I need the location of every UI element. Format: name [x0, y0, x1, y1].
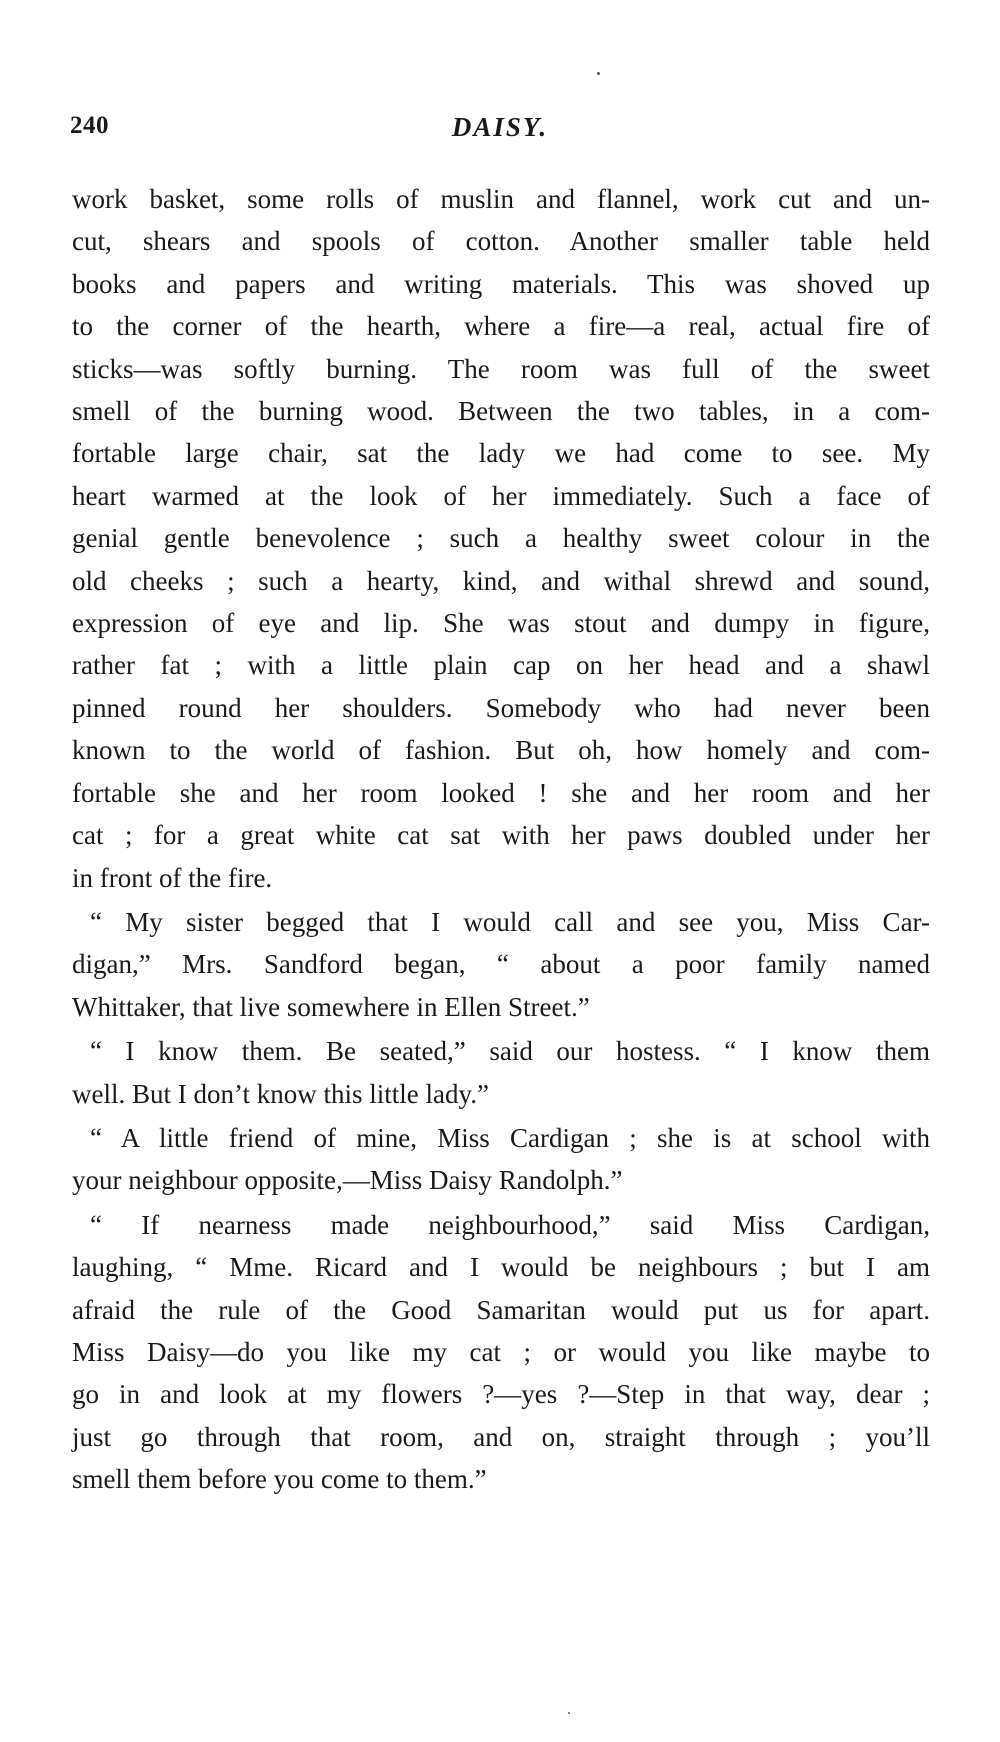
running-title: DAISY.	[451, 112, 549, 142]
text-line: work basket, some rolls of muslin and flannel, work cut and un-	[72, 184, 930, 214]
text-line: genial gentle benevolence ; such a healthy sweet colour in the	[72, 523, 930, 554]
text-line: to the corner of the hearth, where a fire—a real, actual fire of	[72, 311, 930, 342]
paragraph	[72, 1204, 930, 1501]
print-speck	[568, 1712, 570, 1714]
text-line: well. But I don’t know this little lady.”	[72, 1078, 489, 1109]
paragraph	[72, 178, 930, 899]
text-line: in front of the fire.	[72, 862, 273, 893]
text-line: expression of eye and lip. She was stout and dumpy in figure,	[72, 608, 930, 639]
text-line: just go through that room, and on, straight through ; you’ll	[72, 1421, 930, 1452]
text-line: fortable large chair, sat the lady we had come to see. My	[72, 438, 930, 469]
paragraph	[72, 1030, 930, 1115]
text-line: Miss Daisy—do you like my cat ; or would you like maybe to	[72, 1336, 930, 1367]
text-line: pinned round her shoulders. Somebody who had never been	[72, 692, 930, 723]
paragraph	[72, 901, 930, 1028]
text-line: “ A little friend of mine, Miss Cardigan ; she is at school with	[90, 1122, 930, 1153]
text-line: “ I know them. Be seated,” said our hostess. “ I know them	[90, 1036, 930, 1067]
page-number: 240	[70, 112, 109, 139]
text-line: rather fat ; with a little plain cap on her head and a shawl	[72, 650, 930, 681]
text-line: heart warmed at the look of her immediately. Such a face of	[72, 480, 930, 511]
text-line: cut, shears and spools of cotton. Another smaller table held	[72, 226, 930, 257]
text-line: smell of the burning wood. Between the two tables, in a com-	[72, 396, 930, 427]
text-line: afraid the rule of the Good Samaritan would put us for apart.	[72, 1294, 930, 1325]
text-line: laughing, “ Mme. Ricard and I would be neighbours ; but I am	[72, 1252, 930, 1283]
text-line: Whittaker, that live somewhere in Ellen Street.”	[72, 991, 590, 1022]
text-line: fortable she and her room looked ! she and her room and her	[72, 777, 930, 808]
text-line: digan,” Mrs. Sandford began, “ about a poor family named	[72, 949, 930, 980]
print-speck	[597, 72, 600, 75]
text-line: smell them before you come to them.”	[72, 1464, 487, 1495]
text-line: old cheeks ; such a hearty, kind, and withal shrewd and sound,	[72, 565, 930, 596]
page-header	[70, 112, 930, 152]
body-text	[72, 178, 930, 1501]
text-line: “ My sister begged that I would call and see you, Miss Car-	[90, 906, 930, 937]
text-line: your neighbour opposite,—Miss Daisy Randolph.”	[72, 1165, 623, 1196]
paragraph	[72, 1117, 930, 1202]
text-line: go in and look at my flowers ?—yes ?—Step in that way, dear ;	[72, 1379, 930, 1410]
text-line: sticks—was softly burning. The room was full of the sweet	[72, 353, 930, 384]
text-line: books and papers and writing materials. This was shoved up	[72, 268, 930, 299]
text-line: known to the world of fashion. But oh, how homely and com-	[72, 735, 930, 766]
text-line: cat ; for a great white cat sat with her paws doubled under her	[72, 820, 930, 851]
text-line: “ If nearness made neighbourhood,” said Miss Cardigan,	[90, 1209, 930, 1240]
